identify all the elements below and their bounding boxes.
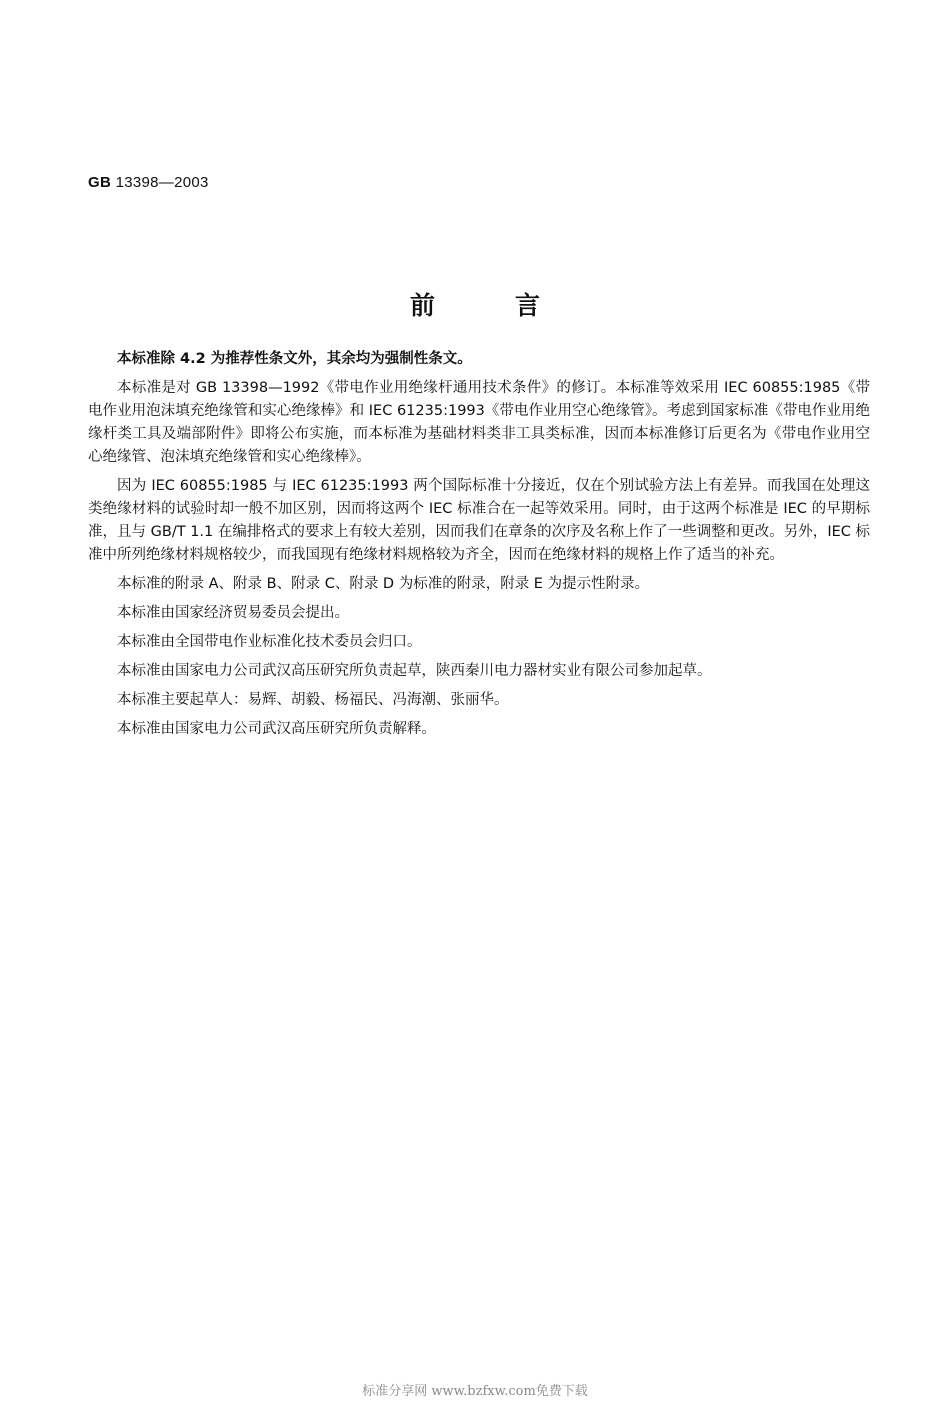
paragraph-drafted-by: 本标准由国家电力公司武汉高压研究所负责起草，陕西秦川电力器材实业有限公司参加起草。 [117,663,712,679]
paragraph-revision: 本标准是对 GB 13398—1992《带电作业用绝缘杆通用技术条件》的修订。本标准等效采用 IEC 60855:1985《带电作业用泡沫填充绝缘管和实心绝缘棒》和 IEC 61235:1993《带电作业用空心绝缘管》。考虑到国家标准《带电作业用绝缘杆类工具及端部附件》即将公布实施，而本标准为基础材料类非工具类标准，因而本标准修订后更名为《带电作业用空心绝缘管、泡沫填充绝缘管和实心绝缘棒》。 [88,380,870,465]
standard-number: 13398—2003 [111,174,209,191]
standard-number-header [88,174,209,191]
paragraph-mandatory-clauses: 本标准除 4.2 为推荐性条文外，其余均为强制性条文。 [117,351,472,367]
paragraph-iec-adoption: 因为 IEC 60855:1985 与 IEC 61235:1993 两个国际标准十分接近，仅在个别试验方法上有差异。而我国在处理这类绝缘材料的试验时却一般不加区别，因而将这两个 IEC 标准合在一起等效采用。同时，由于这两个标准是 IEC 的早期标准，且与 GB/T 1.1 在编排格式的要求上有较大差别，因而我们在章条的次序及名称上作了一些调整和更改。另外，IEC 标准中所列绝缘材料规格较少，而我国现有绝缘材料规格较为齐全，因而在绝缘材料的规格上作了适当的补充。 [88,478,870,563]
standard-prefix: GB [88,174,112,191]
footer-watermark-text: 标准分享网 www.bzfxw.com免费下载 [362,1384,588,1399]
page-title: 前言 [409,291,620,320]
paragraph-annexes: 本标准的附录 A、附录 B、附录 C、附录 D 为标准的附录，附录 E 为提示性附录。 [117,576,650,592]
paragraph-managed-by: 本标准由全国带电作业标准化技术委员会归口。 [117,634,422,650]
paragraph-interpretation: 本标准由国家电力公司武汉高压研究所负责解释。 [117,721,436,737]
paragraph-drafters: 本标准主要起草人：易辉、胡毅、杨福民、冯海潮、张丽华。 [117,692,509,708]
paragraph-proposed-by: 本标准由国家经济贸易委员会提出。 [117,605,349,621]
foreword-body [88,348,870,747]
